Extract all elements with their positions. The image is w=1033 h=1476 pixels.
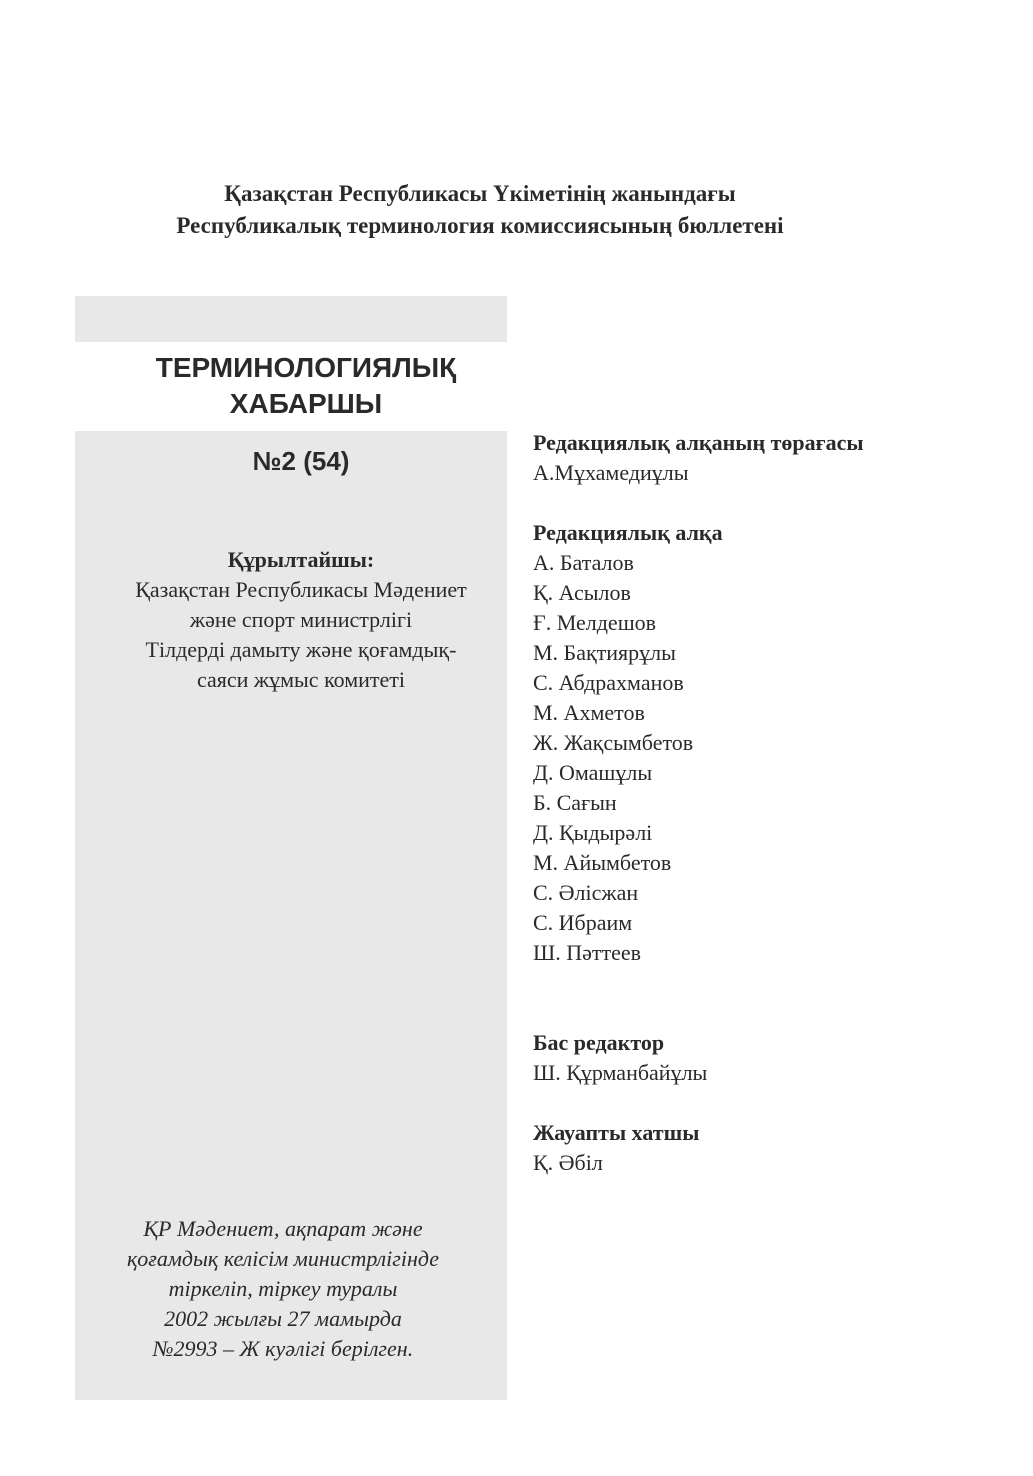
board-member: С. Әлісжан <box>533 880 639 905</box>
founder-label: Құрылтайшы: <box>227 547 375 572</box>
registration-line: №2993 – Ж куәлігі берілген. <box>152 1336 414 1361</box>
registration-line: 2002 жылғы 27 мамырда <box>164 1306 402 1331</box>
header-line-2: Республикалық терминология комиссиясының бюллетені <box>176 213 784 238</box>
journal-title-line-2: ХАБАРШЫ <box>229 388 383 419</box>
board-member: Д. Омашұлы <box>533 760 653 785</box>
chair-heading: Редакциялық алқаның төрағасы <box>533 430 864 455</box>
board-member: Б. Сағын <box>533 790 617 815</box>
board-member: Ғ. Мелдешов <box>533 610 657 635</box>
chief-editor-name: Ш. Құрманбайұлы <box>533 1060 708 1085</box>
board-member: А. Баталов <box>533 550 634 575</box>
grey-band-top <box>75 296 507 342</box>
registration-line: тіркеліп, тіркеу туралы <box>168 1276 398 1301</box>
page-header <box>0 178 960 242</box>
journal-title <box>75 350 537 422</box>
registration-line: қоғамдық келісім министрлігінде <box>126 1246 440 1271</box>
registration-line: ҚР Мәдениет, ақпарат және <box>143 1216 423 1241</box>
chair-name: А.Мұхамедиұлы <box>533 460 689 485</box>
board-member: М. Ахметов <box>533 700 645 725</box>
founder-line: Тілдерді дамыту және қоғамдық- <box>145 637 457 662</box>
registration-note <box>75 1214 491 1364</box>
board-heading: Редакциялық алқа <box>533 520 723 545</box>
founder-block <box>75 545 527 695</box>
secretary-name: Қ. Әбіл <box>533 1150 603 1175</box>
board-member: М. Айымбетов <box>533 850 672 875</box>
board-member: С. Ибраим <box>533 910 633 935</box>
secretary-heading: Жауапты хатшы <box>533 1120 700 1145</box>
chief-editor-heading: Бас редактор <box>533 1030 665 1055</box>
board-member: Д. Қыдырәлі <box>533 820 653 845</box>
editorial-column <box>533 428 1013 1178</box>
founder-line: Қазақстан Республикасы Мәдениет <box>135 577 467 602</box>
header-line-1: Қазақстан Республикасы Үкіметінің жанындағы <box>224 181 736 206</box>
board-members-list <box>533 548 1013 968</box>
journal-title-line-1: ТЕРМИНОЛОГИЯЛЫҚ <box>155 352 457 383</box>
founder-line: және спорт министрлігі <box>189 607 413 632</box>
board-member: Ш. Пәттеев <box>533 940 641 965</box>
issue-number: №2 (54) <box>252 446 350 476</box>
board-member: Ж. Жақсымбетов <box>533 730 694 755</box>
founder-line: саяси жұмыс комитеті <box>196 667 406 692</box>
board-member: С. Абдрахманов <box>533 670 684 695</box>
board-member: М. Бақтиярұлы <box>533 640 676 665</box>
board-member: Қ. Асылов <box>533 580 631 605</box>
